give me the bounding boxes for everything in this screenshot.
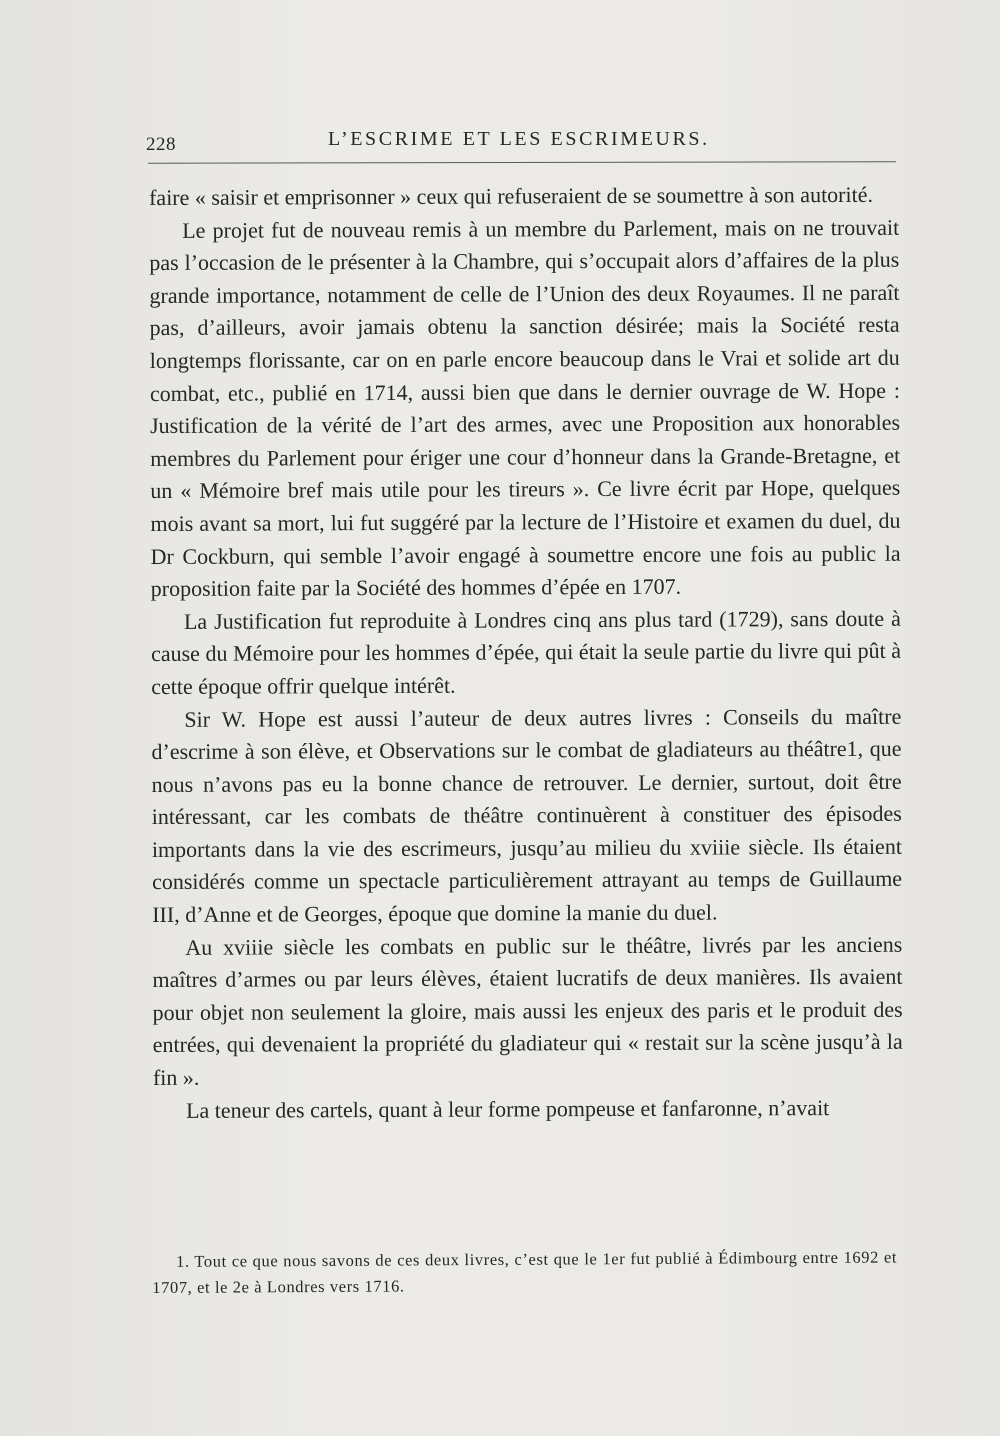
paragraph-1: faire « saisir et emprisonner » ceux qui refuseraient de se soumettre à son autorité. bbox=[149, 181, 874, 210]
paragraph-5: Au xviiie siècle les combats en public sur le théâtre, livrés par les anciens maîtres d’armes ou par leurs élèves, étaient lucratifs de deux manières. Ils avaient pour objet non seulement la gloire, mais aussi les enjeux des paris et le produit des entrées, qui devenaient la propriété du gladiateur qui « restait sur la scène jusqu’à la fin ». bbox=[152, 931, 903, 1091]
paragraph-2: Le projet fut de nouveau remis à un membre du Parlement, mais on ne trouvait pas l’occasion de le présenter à la Chambre, qui s’occupait alors d’affaires de la plus grande importance, notamment de celle de l’Union des deux Royaumes. Il ne paraît pas, d’ailleurs, avoir jamais obtenu la sanction désirée; mais la Société resta longtemps florissante, car on en parle encore beaucoup dans le Vrai et solide art du combat, etc., publié en 1714, aussi bien que dans le dernier ouvrage de W. Hope : Justification de la vérité de l’art des armes, avec une Proposition aux honorables membres du Parlement pour ériger une cour d’honneur dans la Grande-Bretagne, et un « Mémoire bref mais utile pour les tireurs ». Ce livre écrit par Hope, quelques mois avant sa mort, lui fut suggéré par la lecture de l’Histoire et examen du duel, du Dr Cockburn, qui semble l’avoir engagé à soumettre encore une fois au public la proposition faite par la Société des hommes d’épée en 1707. bbox=[149, 214, 901, 602]
page-number: 228 bbox=[146, 134, 176, 155]
footnote: 1. Tout ce que nous savons de ces deux livres, c’est que le 1er fut publié à Édimbourg entre 1692 et 1707, et le 2e à Londres vers 1716. bbox=[152, 1246, 898, 1297]
running-title: L’ESCRIME ET LES ESCRIMEURS. bbox=[328, 128, 710, 150]
body-text bbox=[149, 179, 903, 1127]
running-head bbox=[146, 122, 896, 156]
paragraph-6: La teneur des cartels, quant à leur forme pompeuse et fanfaronne, n’avait bbox=[185, 1094, 830, 1123]
header-rule bbox=[148, 161, 896, 164]
paragraph-4: Sir W. Hope est aussi l’auteur de deux autres livres : Conseils du maître d’escrime à son élève, et Observations sur le combat de gladiateurs au théâtre1, que nous n’avons pas eu la bonne chance de retrouver. Le dernier, surtout, doit être intéressant, car les combats de théâtre continuèrent à constituer des épisodes importants dans la vie des escrimeurs, jusqu’au milieu du xviiie siècle. Ils étaient considérés comme un spectacle particulièrement attrayant au temps de Guillaume III, d’Anne et de Georges, époque que domine la manie du duel. bbox=[151, 703, 903, 928]
paragraph-3: La Justification fut reproduite à Londres cinq ans plus tard (1729), sans doute à cause du Mémoire pour les hommes d’épée, qui était la seule partie du livre qui pût à cette époque offrir quelque intérêt. bbox=[151, 605, 902, 699]
